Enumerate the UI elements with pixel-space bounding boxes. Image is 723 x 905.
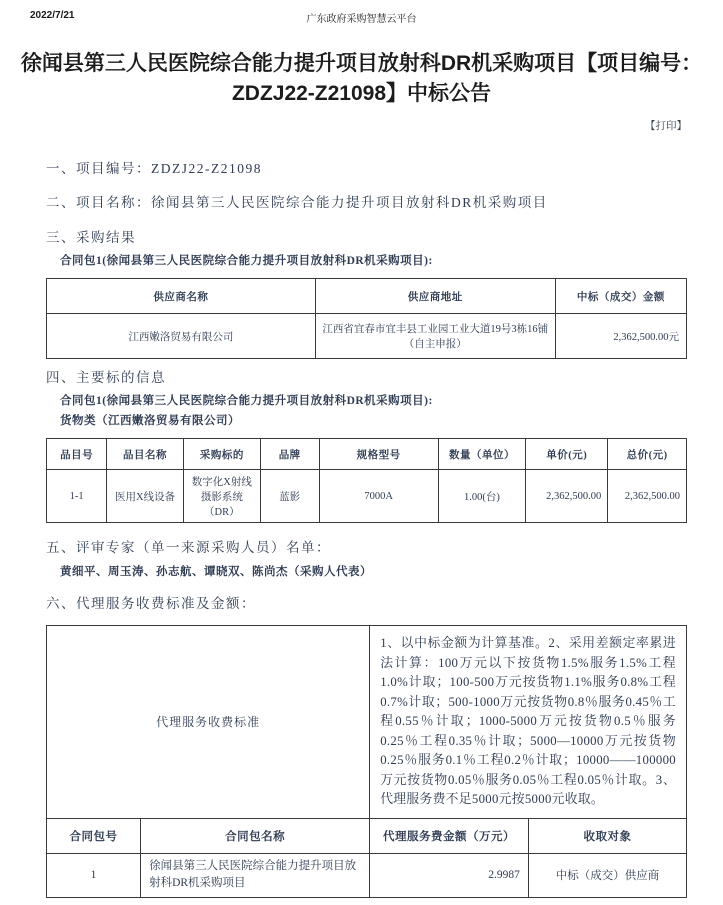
page-title-line1: 徐闻县第三人民医院综合能力提升项目放射科DR机采购项目【项目编号：	[20, 52, 703, 75]
total-price-cell: 2,362,500.00	[608, 470, 687, 523]
supplier-name-cell: 江西嫩洛贸易有限公司	[47, 314, 316, 359]
supplier-table-row	[47, 314, 687, 359]
section3-procurement-result-heading: 三、采购结果	[46, 230, 136, 245]
unit-price-header: 单价(元)	[526, 439, 608, 470]
fee-amount-cell: 2.9987	[370, 853, 529, 897]
fee-standard-row	[47, 626, 687, 819]
section4-contract-package-line: 合同包1(徐闻县第三人民医院综合能力提升项目放射科DR机采购项目):	[60, 395, 433, 407]
brand-header: 品牌	[260, 439, 319, 470]
fee-table-data-row	[47, 853, 687, 897]
supplier-address-header: 供应商地址	[315, 279, 555, 314]
award-amount-header: 中标（成交）金额	[555, 279, 686, 314]
items-table	[46, 438, 687, 523]
supplier-result-table	[46, 278, 687, 359]
print-button-row	[0, 116, 687, 134]
fee-standard-label-cell: 代理服务收费标准	[47, 626, 370, 819]
package-number-cell: 1	[47, 853, 141, 897]
print-button[interactable]: 【打印】	[645, 121, 687, 132]
quantity-header: 数量（单位）	[438, 439, 526, 470]
section5-experts-names: 黄细平、周玉涛、孙志航、谭晓双、陈尚杰（采购人代表）	[60, 566, 372, 578]
section2-project-name-heading: 二、项目名称：徐闻县第三人民医院综合能力提升项目放射科DR机采购项目	[46, 195, 548, 210]
fee-standard-text-cell: 1、以中标金额为计算基准。2、采用差额定率累进法计算：100万元以下按货物1.5%服务1.5%工程1.0%计取；100-500万元按货物1.1%服务0.8%工程0.7%计取；500-1000万元按货物0.8％服务0.45％工程0.55％计取；1000-5000万元按货物0.5％服务0.25％工程0.35％计取；5000—10000万元按货物0.25％服务0.1％工程0.2％计取；10000——100000万元按货物0.05％服务0.05％工程0.05％计取。3、代理服务费不足5000元按5000元收取。	[370, 626, 687, 819]
package-name-header: 合同包名称	[141, 818, 370, 853]
fee-payer-header: 收取对象	[528, 818, 686, 853]
section1-project-number-heading: 一、项目编号：ZDZJ22-Z21098	[46, 161, 262, 176]
fee-table-header-row	[47, 818, 687, 853]
brand-cell: 蓝影	[260, 470, 319, 523]
package-name-cell: 徐闻县第三人民医院综合能力提升项目放射科DR机采购项目	[141, 853, 370, 897]
section6-agency-fee-heading: 六、代理服务收费标准及金额：	[46, 596, 256, 611]
agency-fee-table	[46, 625, 687, 898]
items-table-row	[47, 470, 687, 523]
item-number-header: 品目号	[47, 439, 107, 470]
fee-payer-cell: 中标（成交）供应商	[528, 853, 686, 897]
unit-price-cell: 2,362,500.00	[526, 470, 608, 523]
platform-name: 广东政府采购智慧云平台	[306, 14, 417, 25]
item-name-cell: 医用X线设备	[107, 470, 184, 523]
items-table-header-row	[47, 439, 687, 470]
supplier-address-cell: 江西省宜春市宜丰县工业园工业大道19号3栋16铺（自主申报）	[315, 314, 555, 359]
section5-experts-heading: 五、评审专家（单一来源采购人员）名单：	[46, 540, 331, 555]
award-amount-cell: 2,362,500.00元	[555, 314, 686, 359]
subject-cell: 数字化X射线摄影系统（DR）	[183, 470, 260, 523]
fee-amount-header: 代理服务费金额（万元）	[370, 818, 529, 853]
section4-main-subject-heading: 四、主要标的信息	[46, 370, 166, 385]
total-price-header: 总价(元)	[608, 439, 687, 470]
page-title-line2: ZDZJ22-Z21098】中标公告	[231, 82, 492, 105]
quantity-cell: 1.00(台)	[438, 470, 526, 523]
page-title	[0, 49, 723, 109]
supplier-table-header-row	[47, 279, 687, 314]
subject-header: 采购标的	[183, 439, 260, 470]
model-cell: 7000A	[319, 470, 438, 523]
supplier-name-header: 供应商名称	[47, 279, 316, 314]
package-number-header: 合同包号	[47, 818, 141, 853]
section4-goods-category-line: 货物类（江西嫩洛贸易有限公司）	[60, 415, 240, 427]
item-number-cell: 1-1	[47, 470, 107, 523]
model-header: 规格型号	[319, 439, 438, 470]
print-page-header	[0, 0, 723, 25]
print-date: 2022/7/21	[30, 10, 75, 21]
announcement-body	[0, 160, 723, 898]
item-name-header: 品目名称	[107, 439, 184, 470]
section3-contract-package-line: 合同包1(徐闻县第三人民医院综合能力提升项目放射科DR机采购项目):	[60, 255, 433, 267]
